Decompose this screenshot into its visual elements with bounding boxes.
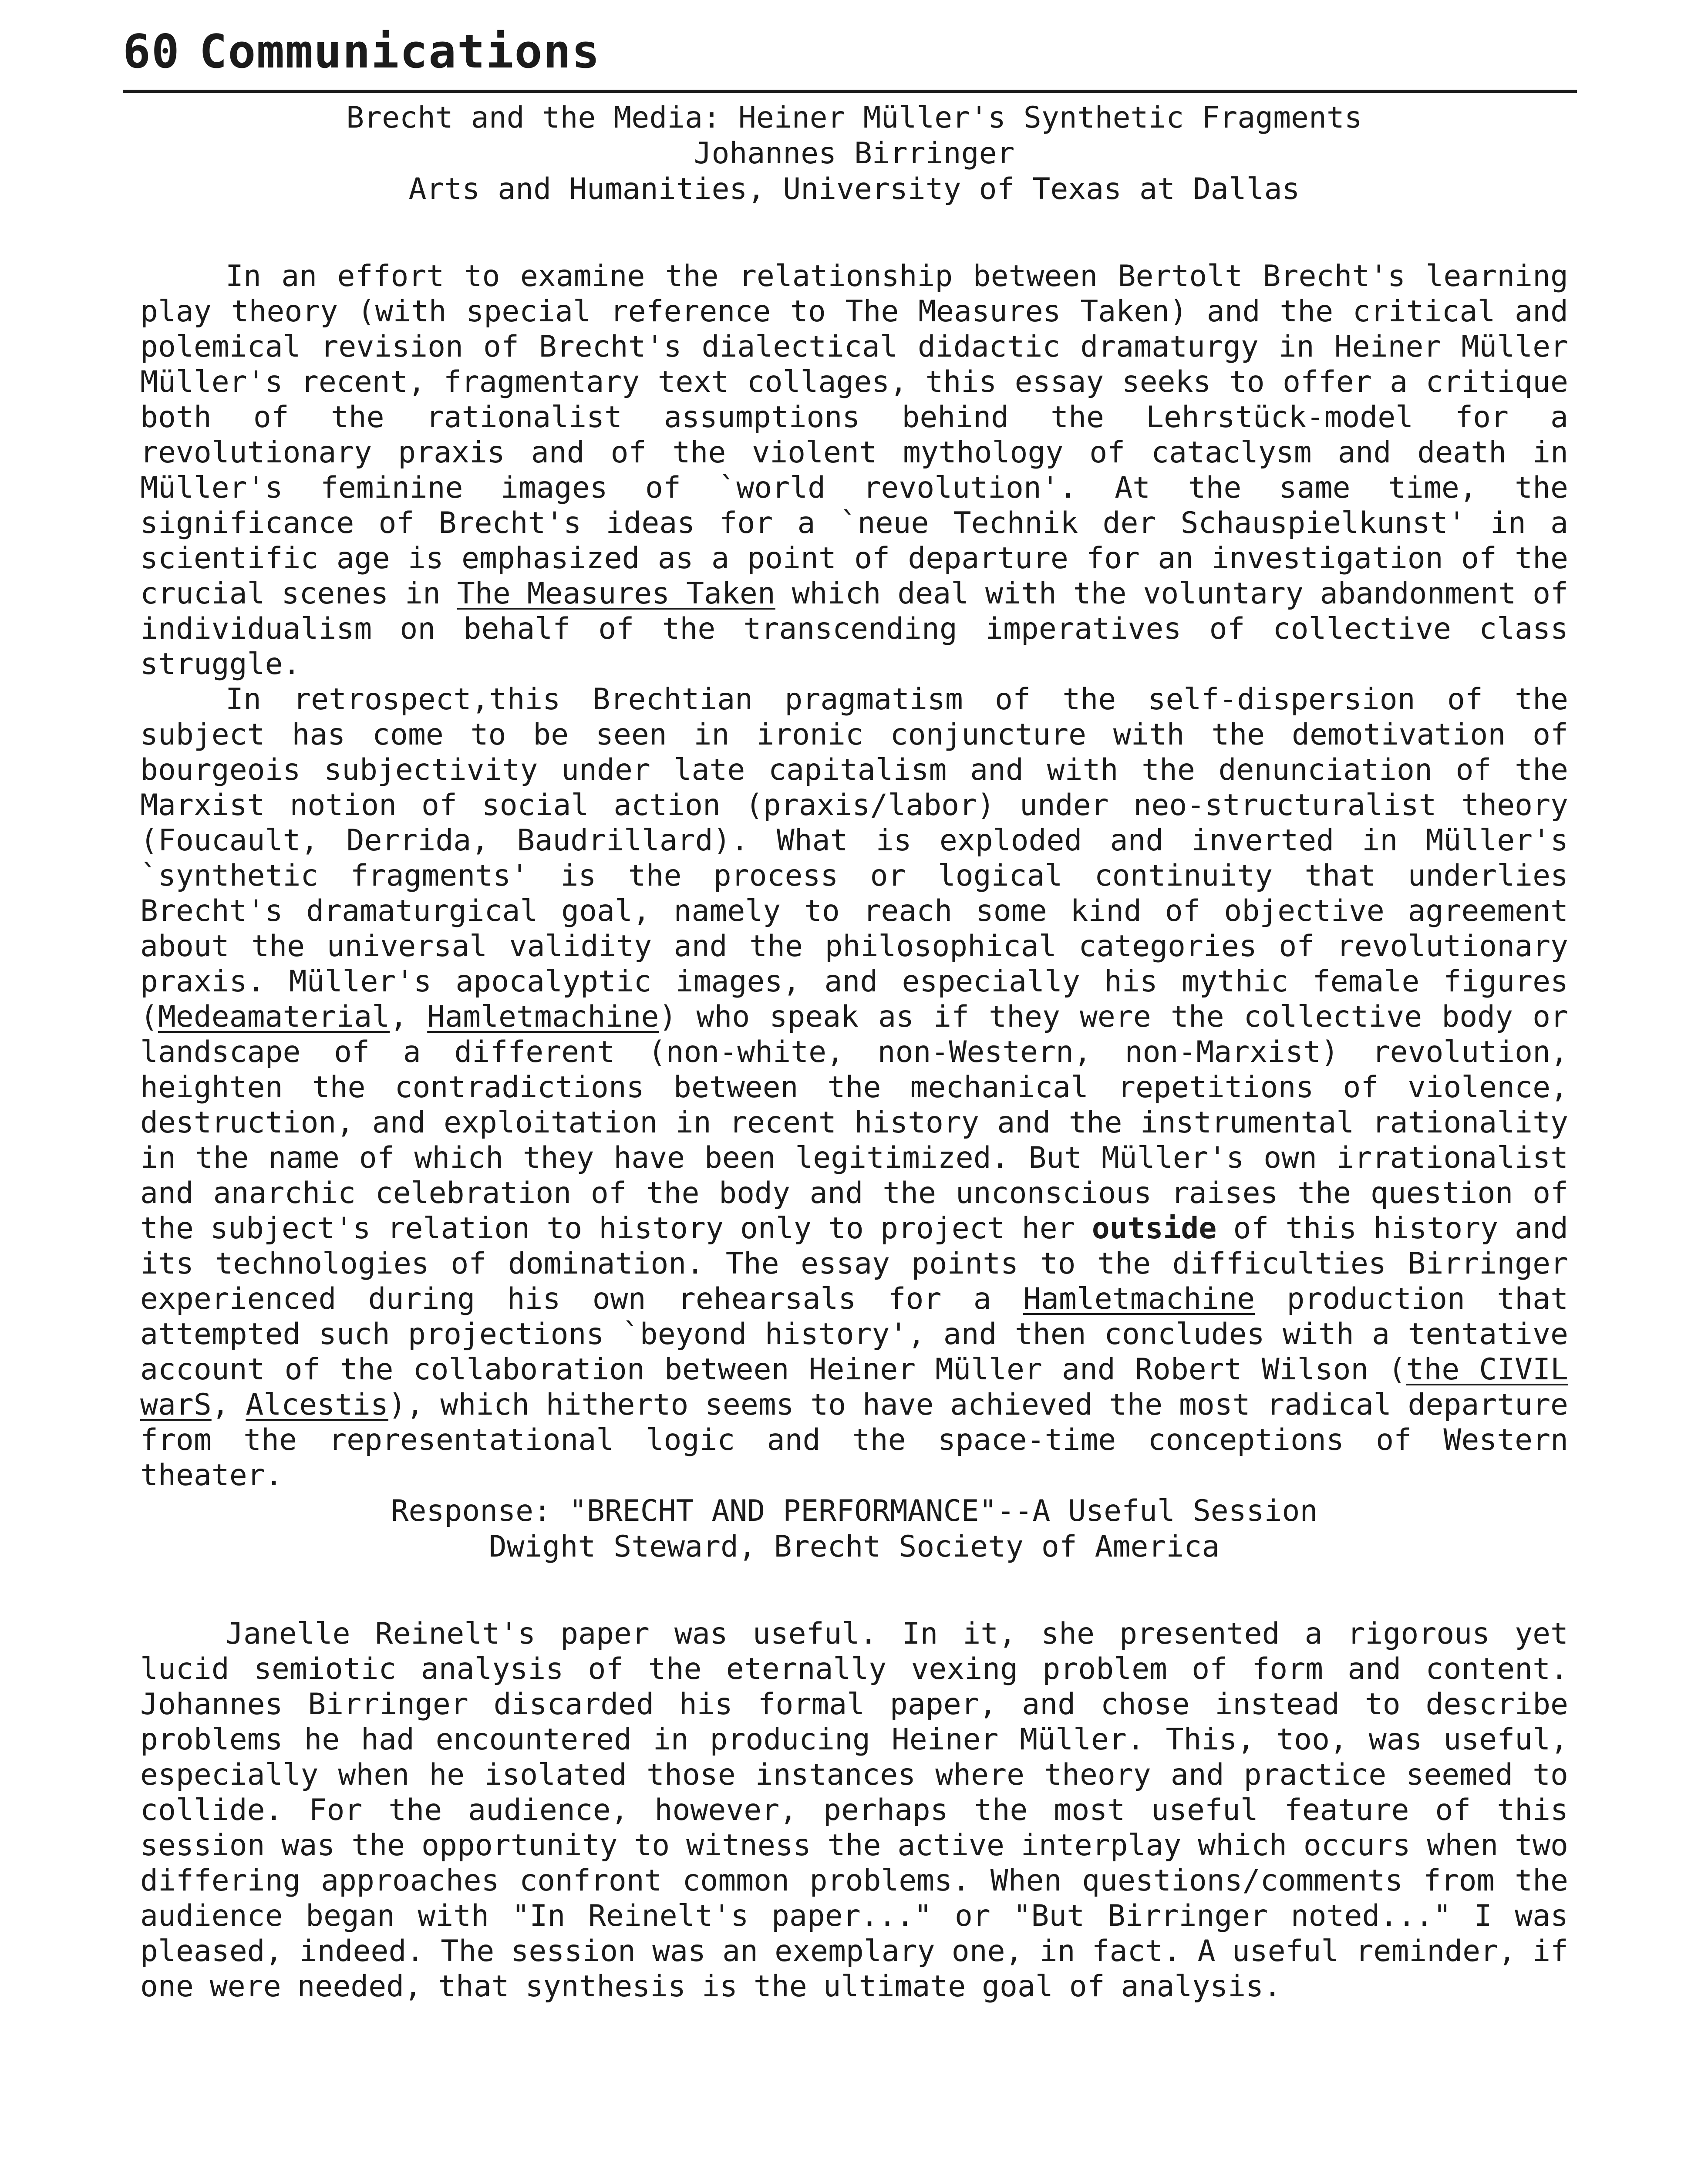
work-title: the CIVIL warS [140,1352,1568,1422]
article-author: Dwight Steward, Brecht Society of America [488,1530,1220,1564]
article-body [140,259,1568,1493]
article-body [140,1616,1568,2004]
body-paragraph: In retrospect,this Brechtian pragmatism of the self-dispersion of the subject has come to be seen in ironic conjuncture with the demotivation of bourgeois subjectivity under late capitalism and with the denunciation of the Marxist notion of social action (praxis/labor) under neo-structuralist theory (Foucault, Derrida, Baudrillard). What is exploded and inverted in Müller's `synthetic fragments' is the process or logical continuity that underlies Brecht's dramaturgical goal, namely to reach some kind of objective agreement about the universal validity and the philosophical categories of revolutionary praxis. Müller's apocalyptic images, and especially his mythic female figures (Medeamaterial, Hamletmachine) who speak as if they were the collective body or landscape of a different (non-white, non-Western, non-Marxist) revolution, heighten the contradictions between the mechanical repetitions of violence, destruction, and exploitation in recent history and the instrumental rationality in the name of which they have been legitimized. But Müller's own irrationalist and anarchic celebration of the body and the unconscious raises the question of the subject's relation to history only to project her outside of this history and its technologies of domination. The essay points to the difficulties Birringer experienced during his own rehearsals for a Hamletmachine production that attempted such projections `beyond history', and then concludes with a tentative account of the collaboration between Heiner Müller and Robert Wilson (the CIVIL warS, Alcestis), which hitherto seems to have achieved the most radical departure from the representational logic and the space-time conceptions of Western theater. [140,682,1569,1493]
article-brecht-media [140,100,1568,1493]
work-title: The Measures Taken [457,576,775,611]
header-rule [123,90,1577,93]
article-heading [140,1493,1568,1565]
article-response [140,1493,1568,2004]
page-number: 60 [123,25,180,78]
work-title: Alcestis [246,1388,388,1422]
article-author: Johannes Birringer [694,136,1015,171]
work-title: Hamletmachine [427,1000,659,1034]
body-paragraph: Janelle Reinelt's paper was useful. In it, she presented a rigorous yet lucid semiotic analysis of the eternally vexing problem of form and content. Johannes Birringer discarded his formal paper, and chose instead to describe problems he had encountered in producing Heiner Müller. This, too, was useful, especially when he isolated those instances where theory and practice seemed to collide. For the audience, however, perhaps the most useful feature of this session was the opportunity to witness the active interplay which occurs when two differing approaches confront common problems. When questions/comments from the audience began with "In Reinelt's paper..." or "But Birringer noted..." I was pleased, indeed. The session was an exemplary one, in fact. A useful reminder, if one were needed, that synthesis is the ultimate goal of analysis. [140,1617,1568,2004]
article-title: Response: "BRECHT AND PERFORMANCE"--A Useful Session [391,1494,1318,1528]
body-paragraph: In an effort to examine the relationship between Bertolt Brecht's learning play theory (with special reference to The Measures Taken) and the critical and polemical revision of Brecht's dialectical didactic dramaturgy in Heiner Müller Müller's recent, fragmentary text collages, this essay seeks to offer a critique both of the rationalist assumptions behind the Lehrstück-model for a revolutionary praxis and of the violent mythology of cataclysm and death in Müller's feminine images of `world revolution'. At the same time, the significance of Brecht's ideas for a `neue Technik der Schauspielkunst' in a scientific age is emphasized as a point of departure for an investigation of the crucial scenes in The Measures Taken which deal with the voluntary abandonment of individualism on behalf of the transcending imperatives of collective class struggle. [140,259,1568,681]
page-header [123,25,1577,78]
article-affiliation: Arts and Humanities, University of Texas at Dallas [408,172,1300,206]
emphasis: outside [1092,1211,1217,1246]
section-title: Communications [199,25,601,78]
article-title: Brecht and the Media: Heiner Müller's Synthetic Fragments [346,101,1362,135]
running-head [123,25,1577,78]
work-title: Medeamaterial [158,1000,390,1034]
article-heading [140,100,1568,207]
work-title: Hamletmachine [1023,1282,1255,1316]
